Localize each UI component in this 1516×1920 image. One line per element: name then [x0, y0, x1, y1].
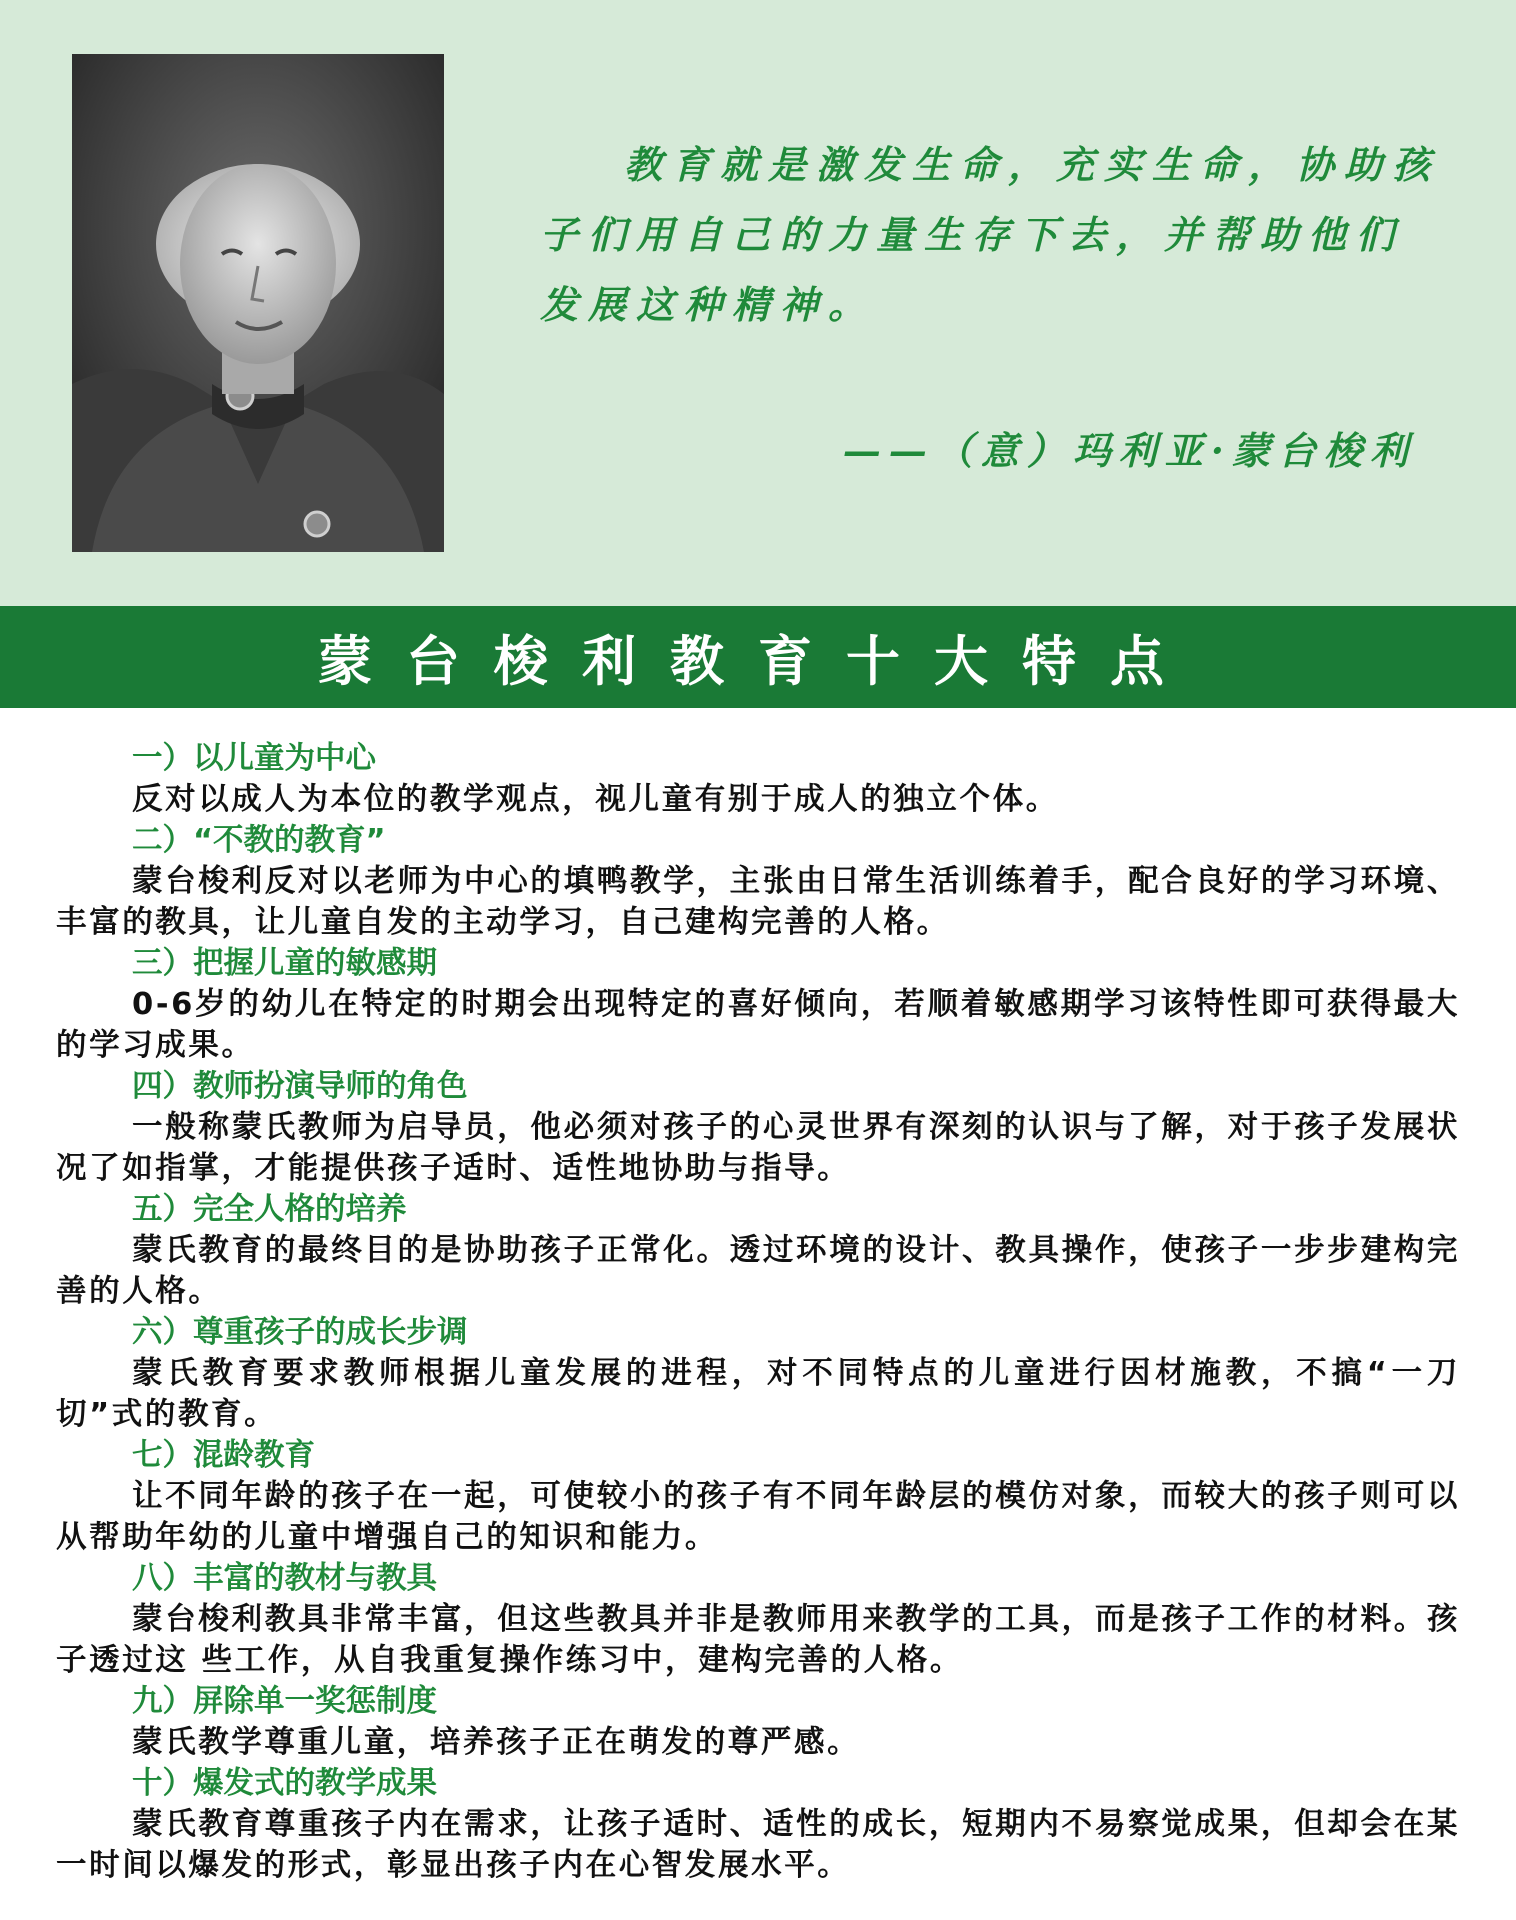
portrait-photo	[72, 54, 444, 552]
feature-item	[56, 738, 1460, 820]
feature-heading: 四）教师扮演导师的角色	[132, 1069, 468, 1104]
feature-item	[56, 1763, 1460, 1886]
feature-heading: 八）丰富的教材与教具	[132, 1561, 437, 1596]
feature-body: 蒙氏教育尊重孩子内在需求，让孩子适时、适性的成长，短期内不易察觉成果，但却会在某一时间以爆发的形式，彰显出孩子内在心智发展水平。	[56, 1807, 1460, 1883]
feature-heading: 二）“不教的教育”	[132, 823, 386, 858]
feature-item	[56, 1435, 1460, 1558]
feature-item	[56, 820, 1460, 943]
feature-heading: 六）尊重孩子的成长步调	[132, 1315, 468, 1350]
feature-body: 0-6岁的幼儿在特定的时期会出现特定的喜好倾向，若顺着敏感期学习该特性即可获得最大的学习成果。	[56, 987, 1460, 1063]
feature-item	[56, 943, 1460, 1066]
feature-heading: 十）爆发式的教学成果	[132, 1766, 437, 1801]
feature-body: 蒙氏教育的最终目的是协助孩子正常化。透过环境的设计、教具操作，使孩子一步步建构完善的人格。	[56, 1233, 1460, 1309]
feature-heading: 一）以儿童为中心	[132, 741, 376, 776]
feature-body: 一般称蒙氏教师为启导员，他必须对孩子的心灵世界有深刻的认识与了解，对于孩子发展状况了如指掌，才能提供孩子适时、适性地协助与指导。	[56, 1110, 1460, 1186]
header-section	[0, 0, 1516, 606]
feature-item	[56, 1558, 1460, 1681]
page-title: 蒙台梭利教育十大特点	[318, 629, 1198, 693]
feature-heading: 九）屏除单一奖惩制度	[132, 1684, 437, 1719]
feature-heading: 三）把握儿童的敏感期	[132, 946, 437, 981]
feature-body: 蒙台梭利反对以老师为中心的填鸭教学，主张由日常生活训练着手，配合良好的学习环境、丰富的教具，让儿童自发的主动学习，自己建构完善的人格。	[56, 864, 1460, 940]
feature-item	[56, 1312, 1460, 1435]
feature-item	[56, 1066, 1460, 1189]
feature-item	[56, 1189, 1460, 1312]
feature-body: 蒙氏教学尊重儿童，培养孩子正在萌发的尊严感。	[132, 1725, 861, 1760]
feature-body: 让不同年龄的孩子在一起，可使较小的孩子有不同年龄层的模仿对象，而较大的孩子则可以从帮助年幼的儿童中增强自己的知识和能力。	[56, 1479, 1460, 1555]
features-list	[56, 738, 1460, 1886]
quote-text: 教育就是激发生命，充实生命，协助孩子们用自己的力量生存下去，并帮助他们发展这种精神。	[540, 142, 1441, 327]
feature-body: 反对以成人为本位的教学观点，视儿童有别于成人的独立个体。	[132, 782, 1059, 817]
portrait-image	[72, 54, 444, 552]
feature-heading: 五）完全人格的培养	[132, 1192, 407, 1227]
feature-body: 蒙氏教育要求教师根据儿童发展的进程，对不同特点的儿童进行因材施教，不搞“一刀切”式的教育。	[56, 1356, 1460, 1432]
feature-item	[56, 1681, 1460, 1763]
quote-attribution: ——（意）玛利亚·蒙台梭利	[842, 428, 1416, 473]
feature-heading: 七）混龄教育	[132, 1438, 315, 1473]
title-banner	[0, 606, 1516, 708]
feature-body: 蒙台梭利教具非常丰富，但这些教具并非是教师用来教学的工具，而是孩子工作的材料。孩子透过这 些工作，从自我重复操作练习中，建构完善的人格。	[56, 1602, 1460, 1678]
